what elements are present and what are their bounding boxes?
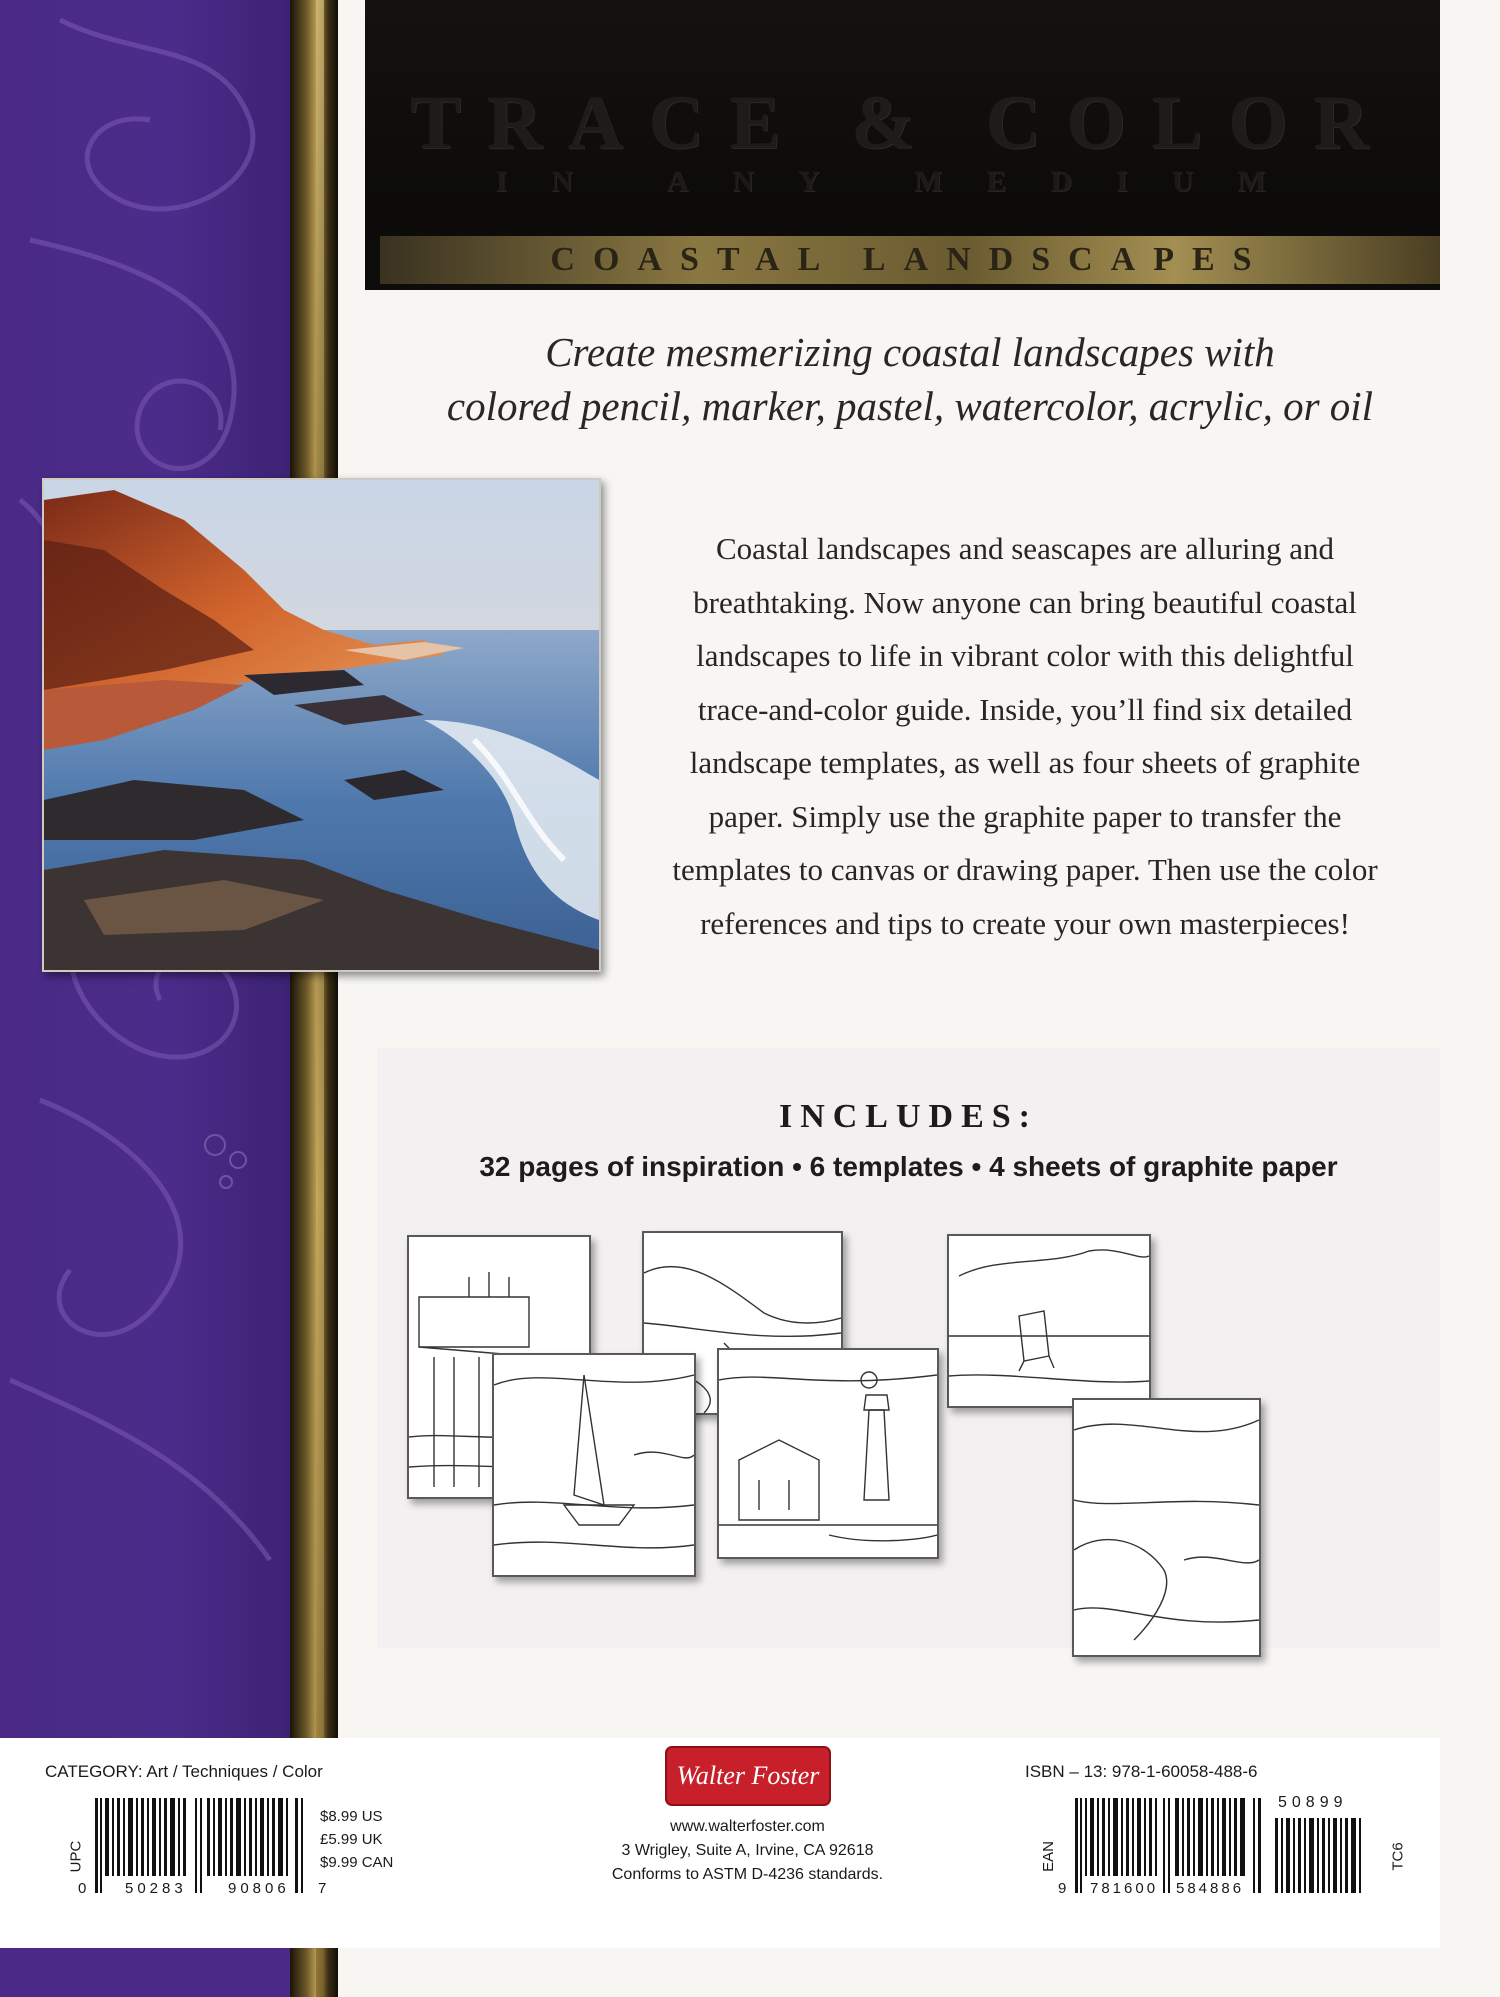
tagline-line-2: colored pencil, marker, pastel, watercolor, acrylic, or oil xyxy=(446,383,1374,429)
template-thumbnail-beach-chair xyxy=(947,1234,1151,1408)
template-thumbnail-rocky-shore xyxy=(1072,1398,1261,1657)
description-line: landscape templates, as well as four sheets of graphite xyxy=(689,745,1361,780)
purple-side-band xyxy=(0,0,290,1997)
upc-barcode xyxy=(95,1798,310,1893)
ean-digits-left: 781600 xyxy=(1090,1880,1159,1897)
coastal-painting xyxy=(42,478,601,972)
description-line: paper. Simply use the graphite paper to transfer the xyxy=(708,798,1342,834)
publisher-address: 3 Wrigley, Suite A, Irvine, CA 92618 xyxy=(621,1842,874,1859)
template-thumbnail-lighthouse xyxy=(717,1348,939,1559)
price-us: $8.99 US xyxy=(320,1808,383,1825)
gold-foil-strip xyxy=(290,0,338,1997)
book-title: TRACE & COLOR xyxy=(410,81,1395,165)
beach-chair-sketch xyxy=(949,1236,1149,1406)
includes-panel xyxy=(377,1048,1440,1648)
description-line: templates to canvas or drawing paper. Then use the color xyxy=(672,852,1378,887)
description-line: references and tips to create your own masterpieces! xyxy=(700,905,1350,941)
ean-addon-digits: 50899 xyxy=(1278,1794,1348,1811)
book-subtitle: IN ANY MEDIUM xyxy=(495,165,1310,198)
template-thumbnail-sailboat xyxy=(492,1353,696,1577)
isbn-label: ISBN – 13: 978-1-60058-488-6 xyxy=(1025,1762,1258,1781)
description xyxy=(610,522,1440,950)
upc-label: UPC xyxy=(67,1840,85,1873)
category-label: CATEGORY: Art / Techniques / Color xyxy=(45,1762,323,1781)
series-band: COASTAL LANDSCAPES xyxy=(380,236,1440,284)
ean-label: EAN xyxy=(1039,1841,1057,1872)
sailboat-sketch xyxy=(494,1355,694,1575)
tagline-line-1: Create mesmerizing coastal landscapes with xyxy=(545,329,1275,375)
upc-digits-right: 90806 xyxy=(228,1880,290,1897)
price-can: $9.99 CAN xyxy=(320,1854,394,1871)
upc-digit-last: 7 xyxy=(318,1880,327,1897)
ean-addon-barcode xyxy=(1275,1818,1367,1893)
back-cover-footer xyxy=(0,1738,1440,1948)
description-line: Coastal landscapes and seascapes are alluring and xyxy=(715,531,1335,566)
walter-foster-logo: Walter Foster xyxy=(665,1746,831,1806)
gold-foil-highlight xyxy=(316,0,327,1997)
upc-digit-first: 0 xyxy=(78,1880,87,1897)
ean-digits-right: 584886 xyxy=(1176,1880,1245,1897)
rocky-shore-sketch xyxy=(1074,1400,1259,1655)
safety-conformance: Conforms to ASTM D-4236 standards. xyxy=(611,1866,884,1883)
price-uk: £5.99 UK xyxy=(320,1831,383,1848)
ean-barcode xyxy=(1075,1798,1265,1893)
publisher-website: www.walterfoster.com xyxy=(670,1818,825,1835)
description-line: breathtaking. Now anyone can bring beautiful coastal xyxy=(693,584,1357,620)
lighthouse-sketch xyxy=(719,1350,937,1557)
includes-list: 32 pages of inspiration • 6 templates • 4 sheets of graphite paper xyxy=(479,1151,1338,1182)
title-block xyxy=(365,0,1440,290)
purple-bottom-strip xyxy=(0,1948,290,1997)
ean-digit-first: 9 xyxy=(1058,1880,1067,1897)
coastal-painting-image xyxy=(44,480,599,970)
tagline xyxy=(380,325,1440,433)
includes-heading: INCLUDES: xyxy=(778,1098,1039,1135)
product-code: TC6 xyxy=(1389,1842,1407,1871)
description-line: trace-and-color guide. Inside, you’ll find six detailed xyxy=(697,691,1353,727)
swirl-ornament xyxy=(0,0,290,1997)
upc-digits-left: 50283 xyxy=(125,1880,187,1897)
description-line: landscapes to life in vibrant color with this delightful xyxy=(696,638,1354,673)
